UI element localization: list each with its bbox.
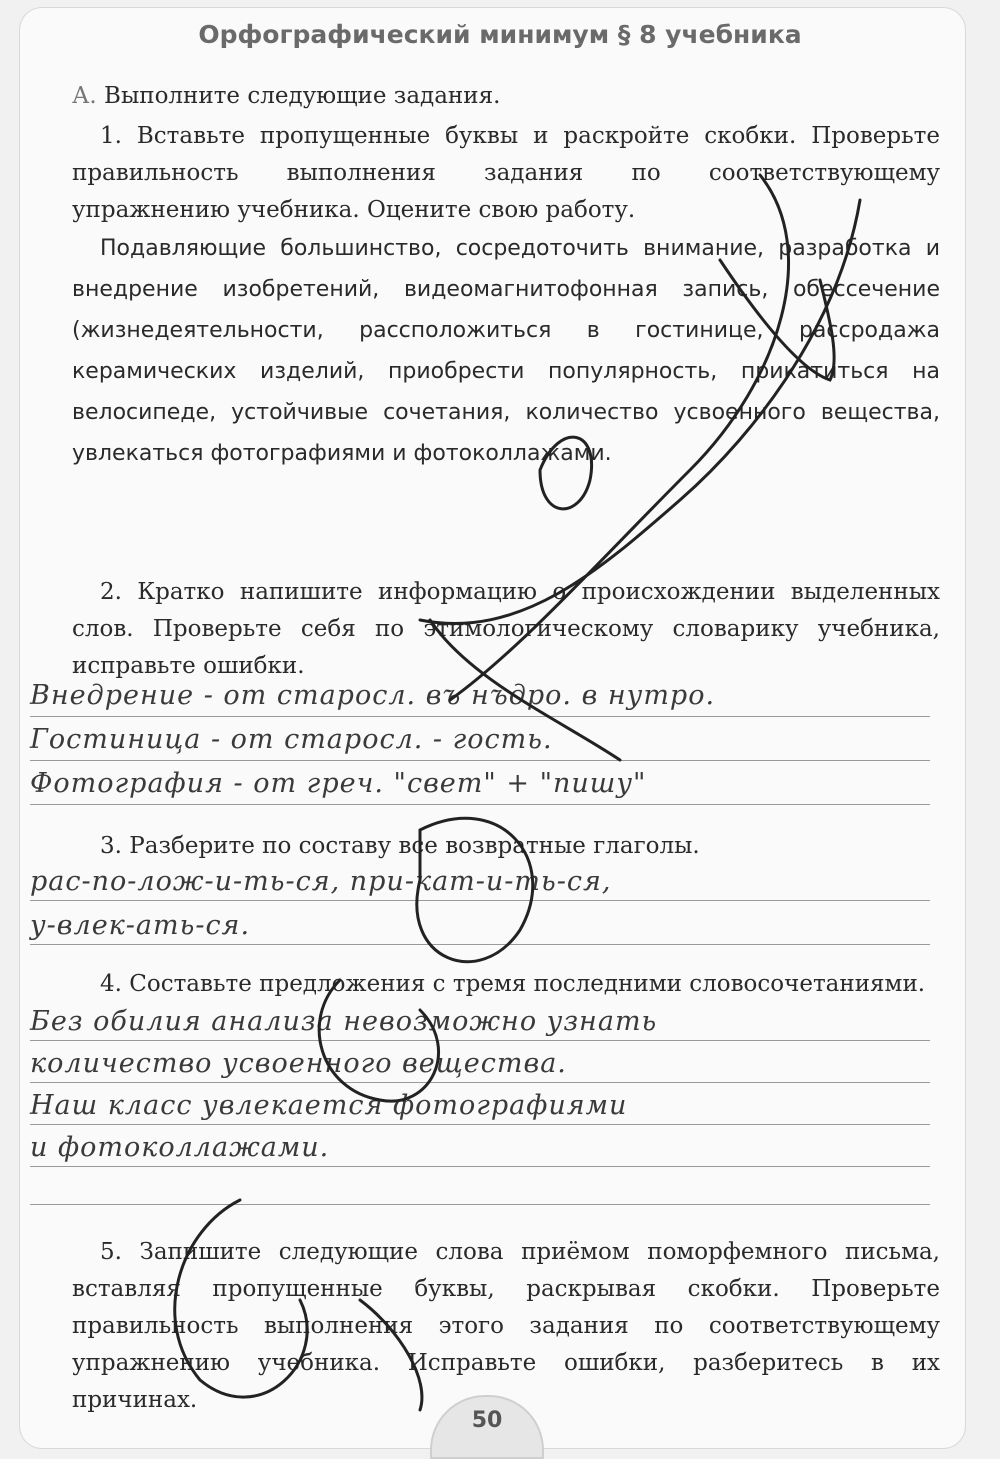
task2-answer-line-2: Гостиница - от старосл. - гость. <box>30 724 553 755</box>
task2-answer-line-1: Внедрение - от старосл. въ нъдро. в нутро. <box>30 680 716 711</box>
overlay-stroke <box>360 1300 422 1410</box>
overlay-stroke <box>417 818 533 961</box>
overlay-stroke <box>175 1200 307 1397</box>
task4-answer-line-1: Без обилия анализа невозможно узнать <box>30 1006 658 1037</box>
section-a-letter: А. <box>72 83 97 109</box>
overlay-stroke <box>319 980 438 1101</box>
task4-instruction: 4. Составьте предложения с тремя последними словосочетаниями. <box>100 971 926 997</box>
overlay-stroke <box>450 175 789 700</box>
section-a-text: Выполните следующие задания. <box>96 83 501 109</box>
overlay-stroke <box>430 620 620 760</box>
overlay-stroke <box>720 260 834 380</box>
task3-instruction: 3. Разберите по составу все возвратные глаголы. <box>100 833 700 859</box>
page-title: Орфографический минимум § 8 учебника <box>198 20 802 49</box>
task3-answer-line-2: у-влек-ать-ся. <box>30 910 251 941</box>
task4-answer-line-4: и фотоколлажами. <box>30 1132 330 1163</box>
task4-answer-line-2: количество усвоенного вещества. <box>30 1048 567 1079</box>
page-number: 50 <box>430 1395 544 1459</box>
task4-answer-line-3: Наш класс увлекается фотографиями <box>30 1090 628 1121</box>
task2-instruction: 2. Кратко напишите информацию о происхождении выделенных слов. Проверьте себя по этимологическому словарику учебника, исправьте ошибки. <box>72 579 940 679</box>
task2-answer-line-3: Фотография - от греч. "свет" + "пишу" <box>30 768 647 799</box>
overlay-stroke <box>540 437 592 509</box>
task1-instruction: 1. Вставьте пропущенные буквы и раскройте скобки. Проверьте правильность выполнения задания по соответствующему упражнению учебника. Оцените свою работу. <box>72 123 940 223</box>
overlay-stroke <box>420 200 860 623</box>
task3-answer-line-1: рас-по-лож-и-ть-ся, при-кат-и-ть-ся, <box>30 866 612 897</box>
task5-instruction: 5. Запишите следующие слова приёмом поморфемного письма, вставляя пропущенные буквы, раскрывая скобки. Проверьте правильность выполнения этого задания по соответствующему упражнению учебника. Исправьте ошибки, разберитесь в их причинах. <box>72 1239 940 1413</box>
task1-words: Подавляющие большинство, сосредоточить внимание, разработка и внедрение изобретений, видеомагнитофонная запись, обессечение (жизнедеятельности, рассположиться в гостинице, рассродажа керамических изделий, приобрести популярность, прикатиться на велосипеде, устойчивые сочетания, количество усвоенного вещества, увлекаться фотографиями и фотоколлажами. <box>72 236 940 466</box>
